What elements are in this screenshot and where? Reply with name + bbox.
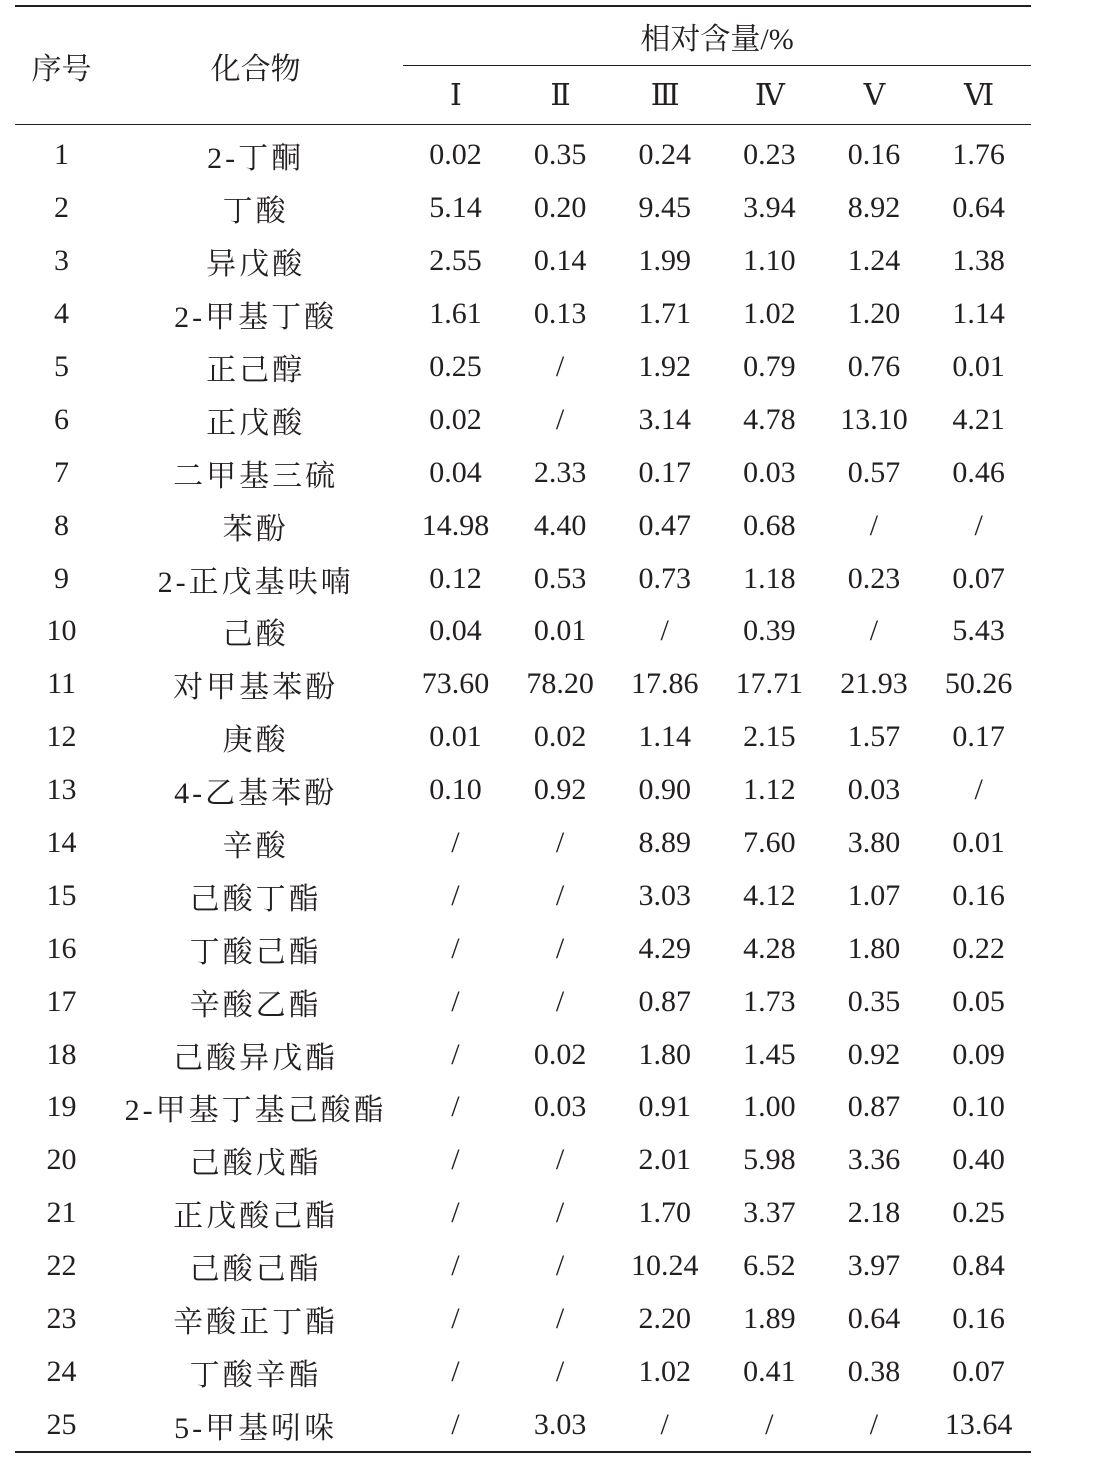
- relative-content-cell: 0.76: [847, 350, 901, 383]
- serial-number-cell: 9: [54, 561, 70, 595]
- serial-number-cell: 7: [54, 455, 70, 489]
- relative-content-cell: 0.87: [638, 984, 691, 1018]
- relative-content-cell: 0.91: [638, 1090, 691, 1124]
- relative-content-cell: 0.35: [847, 984, 901, 1018]
- relative-content-cell: 3.97: [847, 1249, 901, 1283]
- compound-name-cell: 丁酸: [222, 195, 289, 229]
- relative-content-cell: /: [555, 402, 565, 436]
- relative-content-cell: 17.71: [735, 667, 804, 701]
- relative-content-cell: 0.04: [429, 455, 482, 489]
- relative-content-cell: 9.45: [638, 191, 691, 225]
- relative-content-cell: 3.36: [847, 1143, 901, 1177]
- relative-content-cell: 0.64: [847, 1302, 901, 1336]
- serial-number-cell: 5: [54, 350, 70, 383]
- relative-content-cell: 1.10: [743, 244, 796, 278]
- compound-name-cell: 庚酸: [222, 724, 289, 758]
- relative-content-cell: 0.39: [743, 614, 796, 648]
- header-sample-6: Ⅵ: [964, 78, 994, 112]
- table-row: [15, 288, 1031, 341]
- relative-content-cell: 13.64: [944, 1407, 1013, 1441]
- relative-content-cell: 0.87: [847, 1090, 901, 1124]
- relative-content-cell: 1.80: [847, 931, 901, 965]
- relative-content-cell: 0.01: [952, 826, 1005, 860]
- table-row: [15, 235, 1031, 288]
- relative-content-cell: /: [451, 984, 460, 1018]
- compound-name-cell: 二甲基三硫: [173, 459, 339, 493]
- relative-content-cell: 0.24: [638, 138, 691, 172]
- relative-content-cell: 0.47: [638, 508, 691, 542]
- relative-content-cell: 17.86: [630, 667, 699, 701]
- relative-content-cell: 1.07: [847, 878, 901, 912]
- relative-content-cell: 0.02: [429, 138, 482, 172]
- relative-content-cell: 2.20: [638, 1302, 691, 1336]
- relative-content-cell: 0.01: [952, 350, 1005, 383]
- relative-content-cell: 0.07: [952, 561, 1005, 595]
- table-row: [15, 341, 1031, 394]
- header-sample-3: Ⅲ: [650, 78, 679, 112]
- relative-content-cell: 78.20: [526, 667, 594, 701]
- relative-content-cell: 0.79: [743, 350, 796, 383]
- relative-content-cell: 0.12: [429, 561, 482, 595]
- relative-content-cell: 1.73: [743, 984, 796, 1018]
- table-body: [15, 125, 1031, 1453]
- table-row: [15, 1081, 1031, 1134]
- table-row: [15, 605, 1031, 658]
- relative-content-cell: 4.29: [638, 931, 691, 965]
- relative-content-cell: 13.10: [840, 402, 908, 436]
- relative-content-cell: /: [555, 1196, 565, 1230]
- relative-content-cell: 0.10: [952, 1090, 1005, 1124]
- relative-content-cell: 0.01: [533, 614, 587, 648]
- serial-number-cell: 3: [54, 244, 70, 278]
- relative-content-cell: 1.02: [743, 297, 796, 331]
- relative-content-cell: 0.16: [847, 138, 901, 172]
- serial-number-cell: 12: [46, 720, 77, 754]
- relative-content-cell: /: [451, 1143, 460, 1177]
- serial-number-cell: 14: [46, 826, 77, 860]
- compound-table: [15, 5, 1031, 1453]
- serial-number-cell: 22: [46, 1249, 77, 1283]
- relative-content-cell: 0.73: [638, 561, 691, 595]
- relative-content-cell: /: [765, 1407, 774, 1441]
- relative-content-cell: 73.60: [421, 667, 490, 701]
- compound-name-cell: 2-丁酮: [207, 142, 305, 176]
- relative-content-cell: 1.00: [743, 1090, 796, 1124]
- header-sample-1: Ⅰ: [450, 78, 461, 112]
- relative-content-cell: /: [660, 1407, 669, 1441]
- relative-content-cell: 0.20: [533, 191, 587, 225]
- relative-content-cell: /: [869, 508, 879, 542]
- relative-content-cell: /: [660, 614, 669, 648]
- relative-content-cell: 0.09: [952, 1037, 1005, 1071]
- relative-content-cell: 0.02: [429, 402, 482, 436]
- relative-content-cell: 2.01: [638, 1143, 691, 1177]
- relative-content-cell: 14.98: [421, 508, 490, 542]
- relative-content-cell: 0.13: [533, 297, 587, 331]
- relative-content-cell: 0.07: [952, 1354, 1005, 1388]
- relative-content-cell: 3.03: [533, 1407, 587, 1441]
- table-row: [15, 182, 1031, 235]
- serial-number-cell: 24: [46, 1354, 77, 1388]
- relative-content-cell: /: [555, 350, 565, 383]
- serial-number-cell: 19: [46, 1090, 77, 1124]
- relative-content-cell: 2.15: [743, 720, 796, 754]
- relative-content-cell: 0.17: [952, 720, 1005, 754]
- relative-content-cell: 0.40: [952, 1143, 1005, 1177]
- compound-name-cell: 己酸: [222, 618, 289, 652]
- relative-content-cell: 1.45: [743, 1037, 796, 1071]
- relative-content-cell: /: [974, 773, 983, 807]
- table-row: [15, 1398, 1031, 1452]
- relative-content-cell: 0.92: [847, 1037, 901, 1071]
- compound-name-cell: 2-甲基丁基己酸酯: [124, 1094, 387, 1128]
- compound-name-cell: 正己醇: [206, 354, 306, 387]
- table-row: [15, 1345, 1031, 1398]
- serial-number-cell: 10: [46, 614, 77, 648]
- relative-content-cell: 4.21: [952, 402, 1005, 436]
- relative-content-cell: 0.23: [847, 561, 901, 595]
- relative-content-cell: 0.14: [533, 244, 587, 278]
- relative-content-cell: 0.10: [429, 773, 482, 807]
- relative-content-cell: /: [451, 1090, 460, 1124]
- relative-content-cell: 1.70: [638, 1196, 691, 1230]
- relative-content-cell: /: [451, 1354, 460, 1388]
- table-row: [15, 1240, 1031, 1293]
- relative-content-cell: 1.02: [638, 1354, 691, 1388]
- relative-content-cell: 3.37: [743, 1196, 796, 1230]
- relative-content-cell: 1.20: [847, 297, 901, 331]
- relative-content-cell: /: [451, 1407, 460, 1441]
- table-row: [15, 869, 1031, 922]
- relative-content-cell: 1.80: [638, 1037, 691, 1071]
- relative-content-cell: /: [451, 1196, 460, 1230]
- relative-content-cell: 3.14: [638, 402, 691, 436]
- relative-content-cell: 5.14: [429, 191, 482, 225]
- relative-content-cell: 0.01: [429, 720, 482, 754]
- compound-name-cell: 己酸丁酯: [189, 882, 322, 916]
- relative-content-cell: 0.25: [429, 350, 482, 383]
- serial-number-cell: 6: [54, 402, 70, 436]
- relative-content-cell: /: [555, 931, 565, 965]
- serial-number-cell: 8: [54, 508, 70, 542]
- relative-content-cell: 0.04: [429, 614, 482, 648]
- relative-content-cell: /: [451, 878, 460, 912]
- compound-name-cell: 辛酸: [222, 830, 289, 864]
- compound-name-cell: 己酸己酯: [189, 1253, 322, 1287]
- relative-content-cell: 0.41: [743, 1354, 796, 1388]
- relative-content-cell: /: [555, 1302, 565, 1336]
- table-row: [15, 711, 1031, 764]
- relative-content-cell: /: [974, 508, 983, 542]
- relative-content-cell: 0.90: [638, 773, 691, 807]
- relative-content-cell: 0.57: [847, 455, 901, 489]
- relative-content-cell: 2.33: [533, 455, 587, 489]
- serial-number-cell: 18: [46, 1037, 77, 1071]
- relative-content-cell: 1.92: [638, 350, 691, 383]
- relative-content-cell: 0.53: [533, 561, 587, 595]
- relative-content-cell: 1.38: [952, 244, 1005, 278]
- serial-number-cell: 23: [46, 1302, 77, 1336]
- relative-content-cell: 3.94: [743, 191, 796, 225]
- compound-name-cell: 5-甲基吲哚: [174, 1411, 338, 1445]
- table-header: [15, 6, 1031, 125]
- relative-content-cell: /: [869, 614, 879, 648]
- table-row: [15, 1293, 1031, 1346]
- table-row: [15, 922, 1031, 975]
- header-sample-5: Ⅴ: [863, 78, 885, 112]
- relative-content-cell: 0.84: [952, 1249, 1005, 1283]
- relative-content-cell: /: [555, 1354, 565, 1388]
- table-row: [15, 817, 1031, 870]
- compound-name-cell: 辛酸乙酯: [189, 988, 322, 1022]
- relative-content-cell: 0.22: [952, 931, 1005, 965]
- relative-content-cell: 4.12: [743, 878, 796, 912]
- table-row: [15, 446, 1031, 499]
- relative-content-cell: 0.64: [952, 191, 1005, 225]
- header-serial-number: 序号: [15, 6, 108, 125]
- relative-content-cell: 0.16: [952, 878, 1005, 912]
- relative-content-cell: 0.16: [952, 1302, 1005, 1336]
- compound-table-container: [15, 5, 1031, 1453]
- relative-content-cell: 0.23: [743, 138, 796, 172]
- header-relative-content: 相对含量/%: [403, 6, 1031, 66]
- compound-name-cell: 4-乙基苯酚: [174, 777, 338, 811]
- compound-name-cell: 己酸戊酯: [189, 1147, 322, 1181]
- relative-content-cell: /: [555, 878, 565, 912]
- relative-content-cell: /: [451, 826, 460, 860]
- relative-content-cell: 1.57: [847, 720, 901, 754]
- relative-content-cell: /: [555, 826, 565, 860]
- header-compound: 化合物: [108, 6, 403, 125]
- compound-name-cell: 2-正戊基呋喃: [157, 565, 354, 599]
- relative-content-cell: 0.02: [533, 720, 587, 754]
- relative-content-cell: 6.52: [743, 1249, 796, 1283]
- compound-name-cell: 异戊酸: [206, 248, 306, 282]
- relative-content-cell: 50.26: [944, 667, 1013, 701]
- relative-content-cell: 0.38: [847, 1354, 901, 1388]
- relative-content-cell: /: [869, 1407, 879, 1441]
- relative-content-cell: 1.14: [638, 720, 691, 754]
- serial-number-cell: 11: [47, 667, 76, 701]
- table-row: [15, 1187, 1031, 1240]
- relative-content-cell: 4.40: [533, 508, 587, 542]
- serial-number-cell: 13: [46, 773, 77, 807]
- relative-content-cell: 3.80: [847, 826, 901, 860]
- serial-number-cell: 15: [46, 878, 77, 912]
- relative-content-cell: 1.89: [743, 1302, 796, 1336]
- relative-content-cell: 8.89: [638, 826, 691, 860]
- table-row: [15, 658, 1031, 711]
- relative-content-cell: 0.03: [533, 1090, 587, 1124]
- table-row: [15, 552, 1031, 605]
- relative-content-cell: 0.03: [847, 773, 901, 807]
- relative-content-cell: 4.78: [743, 402, 796, 436]
- relative-content-cell: /: [555, 984, 565, 1018]
- compound-name-cell: 正戊酸: [206, 406, 306, 440]
- table-row: [15, 125, 1031, 182]
- serial-number-cell: 17: [46, 984, 77, 1018]
- relative-content-cell: 1.76: [952, 138, 1005, 172]
- relative-content-cell: 1.71: [638, 297, 691, 331]
- relative-content-cell: 2.55: [429, 244, 482, 278]
- table-row: [15, 1134, 1031, 1187]
- relative-content-cell: 1.24: [847, 244, 901, 278]
- table-row: [15, 499, 1031, 552]
- compound-name-cell: 辛酸正丁酯: [173, 1306, 339, 1340]
- compound-name-cell: 正戊酸己酯: [173, 1200, 339, 1234]
- serial-number-cell: 16: [46, 931, 77, 965]
- relative-content-cell: 0.46: [952, 455, 1005, 489]
- relative-content-cell: 1.99: [638, 244, 691, 278]
- relative-content-cell: 2.18: [847, 1196, 901, 1230]
- relative-content-cell: /: [555, 1143, 565, 1177]
- relative-content-cell: /: [555, 1249, 565, 1283]
- serial-number-cell: 20: [46, 1143, 77, 1177]
- relative-content-cell: 1.14: [952, 297, 1005, 331]
- serial-number-cell: 1: [54, 138, 70, 172]
- relative-content-cell: 4.28: [743, 931, 796, 965]
- table-row: [15, 1028, 1031, 1081]
- relative-content-cell: /: [451, 1249, 460, 1283]
- relative-content-cell: 1.61: [429, 297, 482, 331]
- relative-content-cell: 5.43: [952, 614, 1005, 648]
- relative-content-cell: 0.68: [743, 508, 796, 542]
- compound-name-cell: 丁酸辛酯: [189, 1358, 322, 1392]
- relative-content-cell: 0.92: [533, 773, 587, 807]
- relative-content-cell: /: [451, 931, 460, 965]
- relative-content-cell: 7.60: [743, 826, 796, 860]
- serial-number-cell: 25: [46, 1407, 77, 1441]
- compound-name-cell: 对甲基苯酚: [173, 671, 339, 705]
- relative-content-cell: /: [451, 1037, 460, 1071]
- serial-number-cell: 2: [54, 191, 70, 225]
- serial-number-cell: 4: [54, 297, 70, 331]
- serial-number-cell: 21: [46, 1196, 77, 1230]
- compound-name-cell: 己酸异戊酯: [173, 1041, 339, 1075]
- relative-content-cell: 10.24: [630, 1249, 699, 1283]
- table-row: [15, 975, 1031, 1028]
- relative-content-cell: 0.25: [952, 1196, 1005, 1230]
- relative-content-cell: 1.18: [743, 561, 796, 595]
- relative-content-cell: 0.03: [743, 455, 796, 489]
- relative-content-cell: 0.17: [638, 455, 691, 489]
- relative-content-cell: /: [451, 1302, 460, 1336]
- relative-content-cell: 8.92: [847, 191, 901, 225]
- compound-name-cell: 丁酸己酯: [189, 935, 322, 969]
- header-sample-4: Ⅳ: [754, 78, 784, 112]
- table-row: [15, 393, 1031, 446]
- compound-name-cell: 苯酚: [222, 512, 289, 546]
- relative-content-cell: 21.93: [840, 667, 908, 701]
- relative-content-cell: 3.03: [638, 878, 691, 912]
- relative-content-cell: 0.35: [533, 138, 587, 172]
- header-sample-2: Ⅱ: [550, 78, 570, 112]
- table-row: [15, 764, 1031, 817]
- relative-content-cell: 1.12: [743, 773, 796, 807]
- relative-content-cell: 5.98: [743, 1143, 796, 1177]
- relative-content-cell: 0.02: [533, 1037, 587, 1071]
- compound-name-cell: 2-甲基丁酸: [174, 301, 338, 335]
- relative-content-cell: 0.05: [952, 984, 1005, 1018]
